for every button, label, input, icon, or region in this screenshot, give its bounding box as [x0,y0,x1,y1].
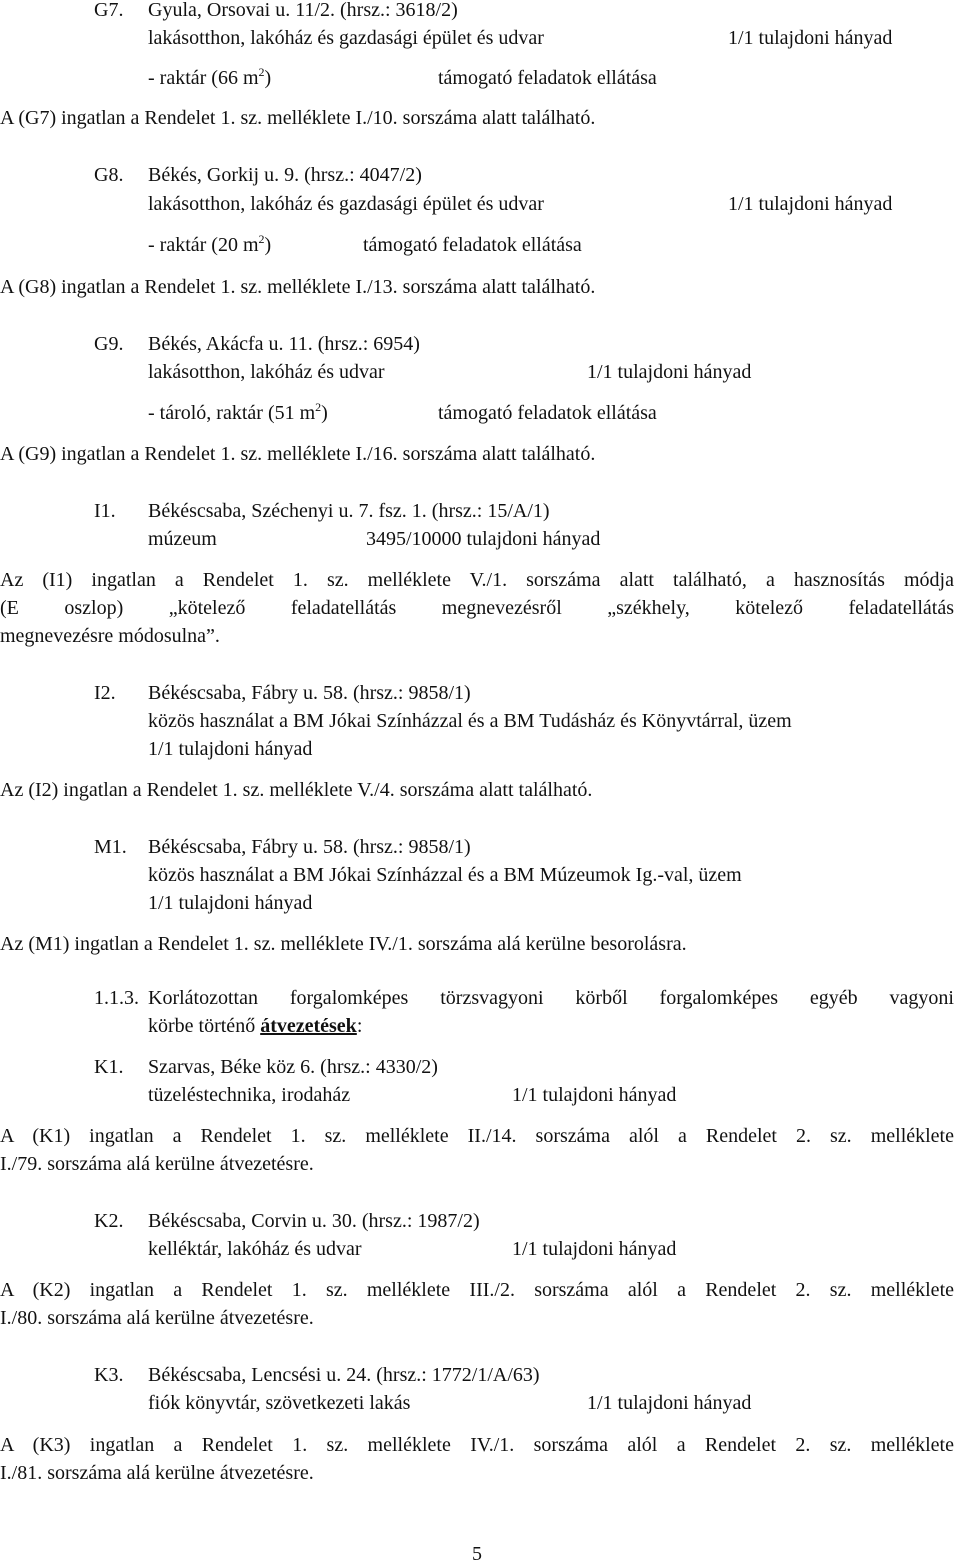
k1-note-line2: I./79. sorszáma alá kerülne átvezetésre. [0,1153,314,1175]
section-number: 1.1.3. [94,987,139,1009]
g9-address: Békés, Akácfa u. 11. (hrsz.: 6954) [148,333,420,355]
i1-note-line3: megnevezésre módosulna”. [0,625,220,647]
i1-code: I1. [94,500,116,522]
m1-address: Békéscsaba, Fábry u. 58. (hrsz.: 9858/1) [148,836,471,858]
section-heading-line2: körbe történő átvezetések: [148,1015,363,1037]
i1-description: múzeum [148,528,217,550]
i2-address: Békéscsaba, Fábry u. 58. (hrsz.: 9858/1) [148,682,471,704]
k2-note-line1: A (K2) ingatlan a Rendelet 1. sz. melléklete III./2. sorszáma alól a Rendelet 2. sz. melléklete [0,1279,954,1301]
k3-ownership: 1/1 tulajdoni hányad [587,1392,752,1414]
section-heading-emphasis: átvezetések [260,1015,357,1037]
i2-ownership: 1/1 tulajdoni hányad [148,738,313,760]
m1-note: Az (M1) ingatlan a Rendelet 1. sz. melléklete IV./1. sorszáma alá kerülne besorolásra. [0,933,687,955]
k3-note-line1: A (K3) ingatlan a Rendelet 1. sz. melléklete IV./1. sorszáma alól a Rendelet 2. sz. melléklete [0,1434,954,1456]
i1-ownership: 3495/10000 tulajdoni hányad [366,528,601,550]
i2-note: Az (I2) ingatlan a Rendelet 1. sz. melléklete V./4. sorszáma alatt található. [0,779,593,801]
g8-sub-item: - raktár (20 $m^2$) [148,232,272,256]
g7-sub-item: - raktár (66 $m^2$) [148,65,272,89]
g7-note: A (G7) ingatlan a Rendelet 1. sz. melléklete I./10. sorszáma alatt található. [0,107,596,129]
k2-address: Békéscsaba, Corvin u. 30. (hrsz.: 1987/2) [148,1210,480,1232]
k1-description: tüzeléstechnika, irodaház [148,1084,351,1106]
g9-note: A (G9) ingatlan a Rendelet 1. sz. melléklete I./16. sorszáma alatt található. [0,443,596,465]
i1-note-line2: (E oszlop) „kötelező feladatellátás megnevezésről „székhely, kötelező feladatellátás [0,597,954,619]
g8-description: lakásotthon, lakóház és gazdasági épület és udvar [148,193,544,215]
g9-code: G9. [94,333,124,355]
i2-code: I2. [94,682,116,704]
g9-description: lakásotthon, lakóház és udvar [148,361,385,383]
i2-description: közös használat a BM Jókai Színházzal és a BM Tudásház és Könyvtárral, üzem [148,710,792,732]
k3-description: fiók könyvtár, szövetkezeti lakás [148,1392,411,1414]
m1-code: M1. [94,836,127,858]
g9-sub-item: - tároló, raktár (51 $m^2$) [148,400,328,424]
i1-note-line1: Az (I1) ingatlan a Rendelet 1. sz. melléklete V./1. sorszáma alatt található, a hasznosítás módja [0,569,954,591]
m1-description: közös használat a BM Jókai Színházzal és a BM Múzeumok Ig.-val, üzem [148,864,742,886]
k3-note-line2: I./81. sorszáma alá kerülne átvezetésre. [0,1462,314,1484]
m1-ownership: 1/1 tulajdoni hányad [148,892,313,914]
g7-address: Gyula, Orsovai u. 11/2. (hrsz.: 3618/2) [148,0,458,21]
k3-address: Békéscsaba, Lencsési u. 24. (hrsz.: 1772/1/A/63) [148,1364,540,1386]
k2-code: K2. [94,1210,124,1232]
g8-address: Békés, Gorkij u. 9. (hrsz.: 4047/2) [148,164,422,186]
g9-sub-use: támogató feladatok ellátása [438,402,657,424]
page-number: 5 [472,1543,482,1565]
k2-note-line2: I./80. sorszáma alá kerülne átvezetésre. [0,1307,314,1329]
g7-description: lakásotthon, lakóház és gazdasági épület és udvar [148,27,544,49]
k1-ownership: 1/1 tulajdoni hányad [512,1084,677,1106]
g8-note: A (G8) ingatlan a Rendelet 1. sz. melléklete I./13. sorszáma alatt található. [0,276,596,298]
section-heading-line1: Korlátozottan forgalomképes törzsvagyoni körből forgalomképes egyéb vagyoni [148,987,954,1009]
g8-sub-use: támogató feladatok ellátása [363,234,582,256]
k1-note-line1: A (K1) ingatlan a Rendelet 1. sz. melléklete II./14. sorszáma alól a Rendelet 2. sz. melléklete [0,1125,954,1147]
k2-description: kelléktár, lakóház és udvar [148,1238,362,1260]
g7-ownership: 1/1 tulajdoni hányad [728,27,893,49]
g8-ownership: 1/1 tulajdoni hányad [728,193,893,215]
g7-sub-use: támogató feladatok ellátása [438,67,657,89]
g9-ownership: 1/1 tulajdoni hányad [587,361,752,383]
g7-code: G7. [94,0,124,21]
k2-ownership: 1/1 tulajdoni hányad [512,1238,677,1260]
k1-code: K1. [94,1056,124,1078]
i1-address: Békéscsaba, Széchenyi u. 7. fsz. 1. (hrsz.: 15/A/1) [148,500,550,522]
k3-code: K3. [94,1364,124,1386]
g8-code: G8. [94,164,124,186]
k1-address: Szarvas, Béke köz 6. (hrsz.: 4330/2) [148,1056,438,1078]
